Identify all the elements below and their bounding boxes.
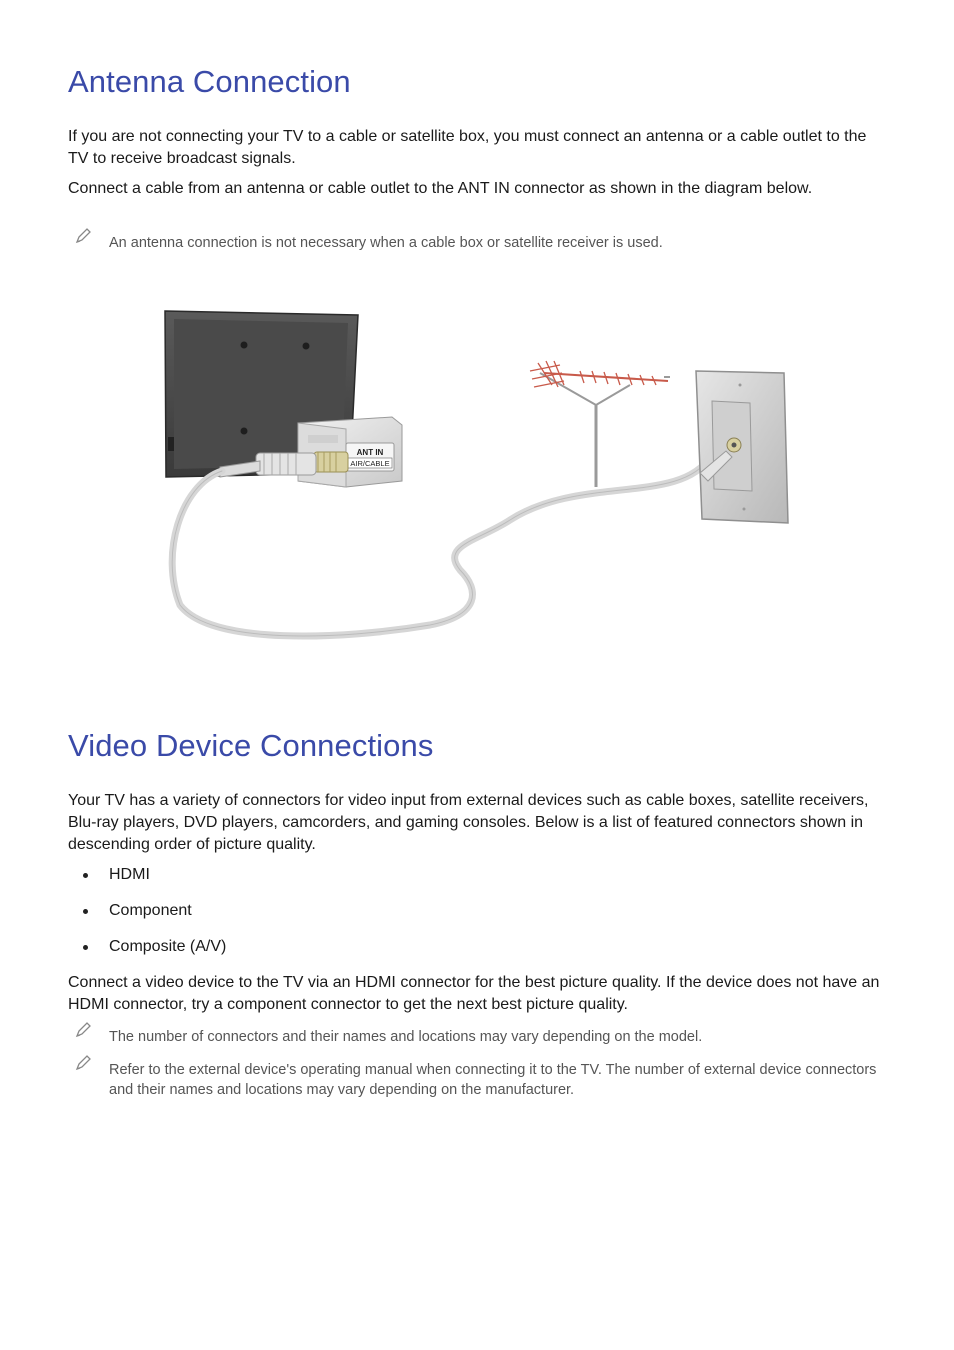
section-title-video: Video Device Connections	[68, 728, 434, 763]
bullet-icon	[83, 873, 88, 878]
pencil-icon	[74, 1054, 92, 1072]
video-note-2	[68, 1060, 890, 1100]
list-item	[68, 864, 226, 886]
video-note-1	[68, 1027, 890, 1047]
antenna-paragraph-2: Connect a cable from an antenna or cable outlet to the ANT IN connector as shown in the diagram below.	[68, 180, 813, 197]
antenna-note-text: An antenna connection is not necessary when a cable box or satellite receiver is used.	[109, 235, 663, 251]
bullet-icon	[83, 945, 88, 950]
connector-list	[68, 864, 226, 972]
video-note-1-text: The number of connectors and their names and locations may vary depending on the model.	[109, 1029, 703, 1045]
antenna	[530, 361, 670, 487]
list-item-label: Composite (A/V)	[109, 938, 227, 955]
list-item	[68, 936, 226, 958]
port-label-ant-in: ANT IN	[356, 448, 384, 457]
list-item	[68, 900, 226, 922]
section-title-antenna: Antenna Connection	[68, 64, 351, 99]
coax-cable	[172, 457, 710, 636]
port-label-air-cable: AIR/CABLE	[350, 459, 390, 468]
video-note-2-text: Refer to the external device's operating manual when connecting it to the TV. The number of external device connectors and their names and locations may vary depending on the manufacturer.	[109, 1062, 877, 1098]
ant-in-port	[298, 417, 402, 487]
video-paragraph-2: Connect a video device to the TV via an HDMI connector for the best picture quality. If the device does not have an HDMI connector, try a component connector to get the next best picture quality.	[68, 974, 880, 1013]
bullet-icon	[83, 909, 88, 914]
list-item-label: Component	[109, 902, 192, 919]
wall-outlet-plate	[696, 371, 788, 523]
pencil-icon	[74, 1021, 92, 1039]
antenna-paragraph-1: If you are not connecting your TV to a cable or satellite box, you must connect an antenna or a cable outlet to the TV to receive broadcast signals.	[68, 128, 867, 167]
antenna-connection-diagram	[160, 305, 800, 650]
pencil-icon	[74, 227, 92, 245]
antenna-note	[68, 233, 890, 253]
list-item-label: HDMI	[109, 866, 150, 883]
video-paragraph-1: Your TV has a variety of connectors for video input from external devices such as cable boxes, satellite receivers, Blu-ray players, DVD players, camcorders, and gaming consoles. Below is a list of featured connectors shown in descending order of picture quality.	[68, 792, 869, 853]
